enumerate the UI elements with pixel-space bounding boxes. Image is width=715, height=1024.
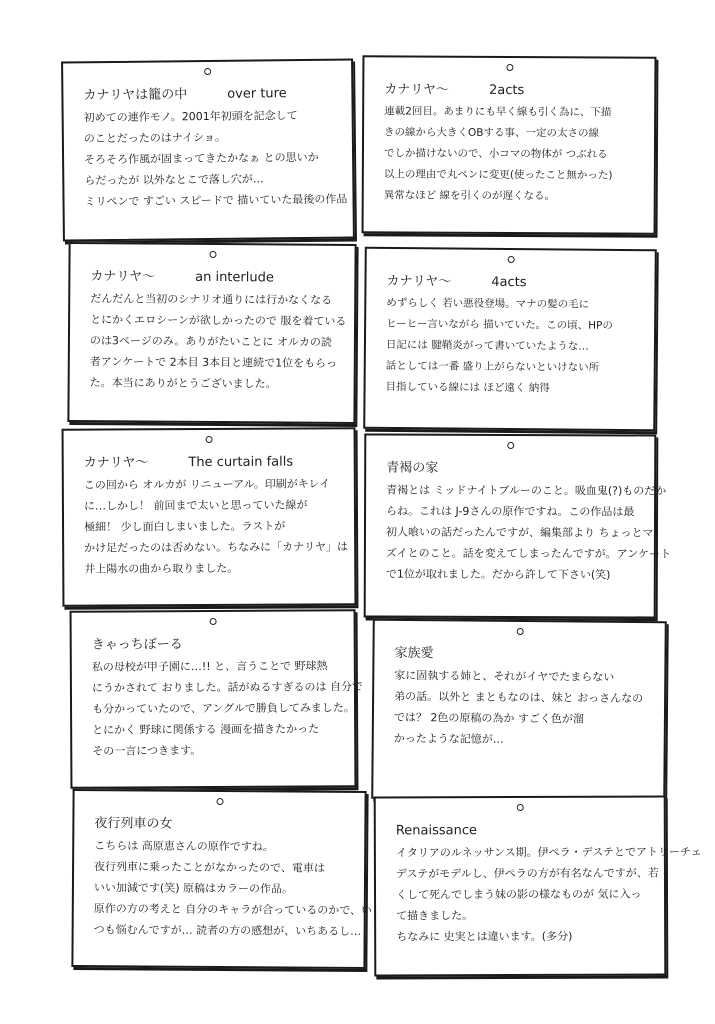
note-title-main: 家族愛 (394, 645, 434, 662)
note-title-sub: 4acts (491, 274, 527, 291)
note-title (83, 85, 337, 106)
pin-icon (517, 804, 524, 811)
note-line: のは3ページのみ。ありがたいことに オルカの読 (89, 334, 332, 349)
note-title (84, 453, 340, 472)
note-line: イタリアのルネッサンス期。伊ぺラ・デステとでアトリーチェ (395, 845, 702, 860)
note-line: 日記には 腱鞘炎がって書いていたような… (385, 338, 589, 353)
pin-icon (506, 64, 513, 71)
note-line: 異常なほど 線を引くのが遅くなる。 (383, 189, 556, 203)
note-line: 井上陽水の曲から取りました。 (84, 561, 239, 576)
note-title (394, 645, 650, 665)
note-body (394, 665, 651, 751)
note-line: だんだんと当初のシナリオ通りには行かなくなる (90, 292, 333, 307)
pin-icon (508, 256, 515, 263)
note-line: めずらしく 若い悪役登場。マナの髪の毛に (386, 296, 590, 311)
note-line: らだったが 以外なとこで落し穴が… (84, 172, 264, 188)
pin-icon (204, 68, 211, 75)
note-line: 原作の方の考えと 自分のキャラが合っているのかで、い (93, 902, 373, 918)
pin-icon (210, 251, 217, 258)
note-line: 目指している線には ほど遠く 納得 (385, 380, 550, 395)
note-line: 連載2回目。あまりにも早く線も引く為に、下描 (384, 105, 612, 119)
note-line: で1位が取れました。だから許して下さい(笑) (385, 567, 611, 582)
note-line: らね。これは J-9さんの原作ですね。この作品は最 (386, 504, 635, 519)
note-title (94, 815, 350, 835)
note-line: にうかされて おりました。話がぬるすぎるのは 自分で (91, 680, 363, 695)
note-title-sub: over ture (227, 86, 287, 102)
note-body (395, 842, 702, 948)
note-title-sub: 2acts (488, 82, 525, 99)
note-line: ズイとのこと。話を変えてしまったんですが。アンケート (385, 546, 672, 561)
note-body (91, 655, 363, 761)
note-line: に…しかし！ 前回まで太いと思っていた線が (83, 498, 308, 513)
note-title (384, 81, 640, 100)
note-card-overture (61, 58, 355, 241)
note-line: も分かっていたので、アングルで勝負してみました。 (92, 701, 355, 716)
note-card-curtain-falls (62, 427, 357, 607)
note-line: 私の母校が甲子園に…!! と、言うことで 野球熱 (91, 659, 328, 674)
note-title (90, 268, 340, 288)
note-title-main: きゃっちぼーる (91, 637, 183, 653)
note-line: 初人喰いの話だったんですが、編集部より ちょっとマ (385, 525, 654, 540)
note-line: 家に固執する姉と、それがイヤでたまらない (394, 668, 615, 684)
pin-icon (217, 798, 224, 805)
note-title-main: カナリヤ〜 (384, 82, 450, 98)
note-body (83, 105, 348, 213)
note-title-sub: an interlude (195, 269, 274, 286)
note-line: では？ 2色の原稿の為か すごく色が溜 (393, 710, 584, 726)
note-title-main: カナリヤは籠の中 (83, 87, 188, 104)
note-line: でしか描けないので、小コマの物体が つぶれる (383, 147, 608, 161)
note-line: 極細！ 少し面白しまいました。ラストが (84, 519, 286, 534)
note-line: ミリペンで すごい スピードで 描いていた最後の作品 (84, 192, 348, 209)
pin-icon (210, 618, 217, 625)
note-line: 青褐とは ミッドナイトブルーのこと。吸血鬼(?)ものだか (386, 483, 667, 498)
note-line: きの線から大きくOBする事、一定の太さの線 (384, 126, 600, 140)
note-line: 話としては一番 盛り上がらないといけない所 (385, 359, 600, 374)
note-line: とにかく 野球に関係する 漫画を描きたかった (92, 722, 320, 737)
note-title-main: 青褐の家 (386, 460, 439, 476)
note-title (386, 273, 640, 293)
note-line: デステがモデルし、伊ぺラの方が有名なんですが、若 (395, 866, 659, 881)
note-card-catchball (70, 609, 363, 788)
note-body (93, 835, 373, 942)
note-line: この回から オルカが リニューアル。印刷がキレイ (83, 477, 331, 492)
note-line: て描きました。 (396, 909, 474, 923)
note-title-main: 夜行列車の女 (94, 816, 173, 832)
note-line: のことだったのはナイショ。 (83, 130, 226, 146)
note-line: くして死んでしまう妹の影の様なものが 気に入っ (396, 887, 642, 902)
note-title-main: Renaissance (395, 823, 478, 839)
note-card-4acts (363, 247, 657, 432)
note-line: 弟の話。以外と まともなのは、妹と おっさんなの (394, 689, 644, 706)
note-line: た。本当にありがとうございました。 (89, 376, 277, 391)
note-card-renaissance (374, 795, 702, 976)
note-card-2acts (362, 55, 657, 235)
note-title-sub: The curtain falls (188, 454, 294, 471)
note-title (396, 822, 650, 841)
note-body (89, 288, 347, 395)
note-card-night-train (71, 789, 373, 969)
pin-icon (517, 628, 524, 635)
note-body (384, 101, 641, 207)
note-title-main: カナリヤ〜 (83, 455, 149, 471)
note-line: 者アンケートで 2本目 3本目と連続で1位をもらっ (89, 355, 338, 370)
pin-icon (507, 442, 514, 449)
note-title (92, 635, 340, 654)
note-card-kazokuai (371, 619, 667, 802)
note-line: つも悩むんですが… 読者の方の感想が、いちあるし… (93, 923, 362, 938)
note-line: ちなみに 史実とは違います。(多分) (396, 929, 573, 944)
note-line: ヒーヒー言いながら 描いていた。この頃、HPの (386, 317, 613, 332)
note-body (83, 473, 348, 579)
note-line: こちらは 高原恵さんの原作ですね。 (94, 839, 274, 854)
pin-icon (206, 436, 213, 443)
note-line: いい加減です(笑) 原稿はカラーの作品。 (93, 881, 294, 896)
note-title-main: カナリヤ〜 (90, 269, 156, 285)
note-title-main: カナリヤ〜 (386, 273, 452, 290)
note-line: そろそろ作風が固まってきたかなぁ との思いか (84, 150, 319, 167)
note-line: 夜行列車に乗ったことがなかったので、電車は (94, 860, 325, 875)
note-line: その一言につきます。 (92, 744, 202, 758)
note-line: かけ足だったのは否めない。ちなみに「カナリヤ」は (84, 540, 348, 555)
note-line: 以上の理由で丸ペンに変更(使ったこと無かった) (383, 168, 613, 182)
note-body (385, 480, 672, 586)
note-title (386, 460, 640, 479)
note-line: とにかくエロシーンが欲しかったので 服を着ている (90, 313, 347, 328)
note-line: かったような記憶が… (393, 731, 504, 746)
note-card-aokachi-no-ie (364, 433, 672, 618)
note-line: 初めての連作モノ。2001年初頭を記念して (83, 109, 298, 125)
note-body (385, 293, 640, 400)
note-card-interlude (67, 242, 356, 424)
